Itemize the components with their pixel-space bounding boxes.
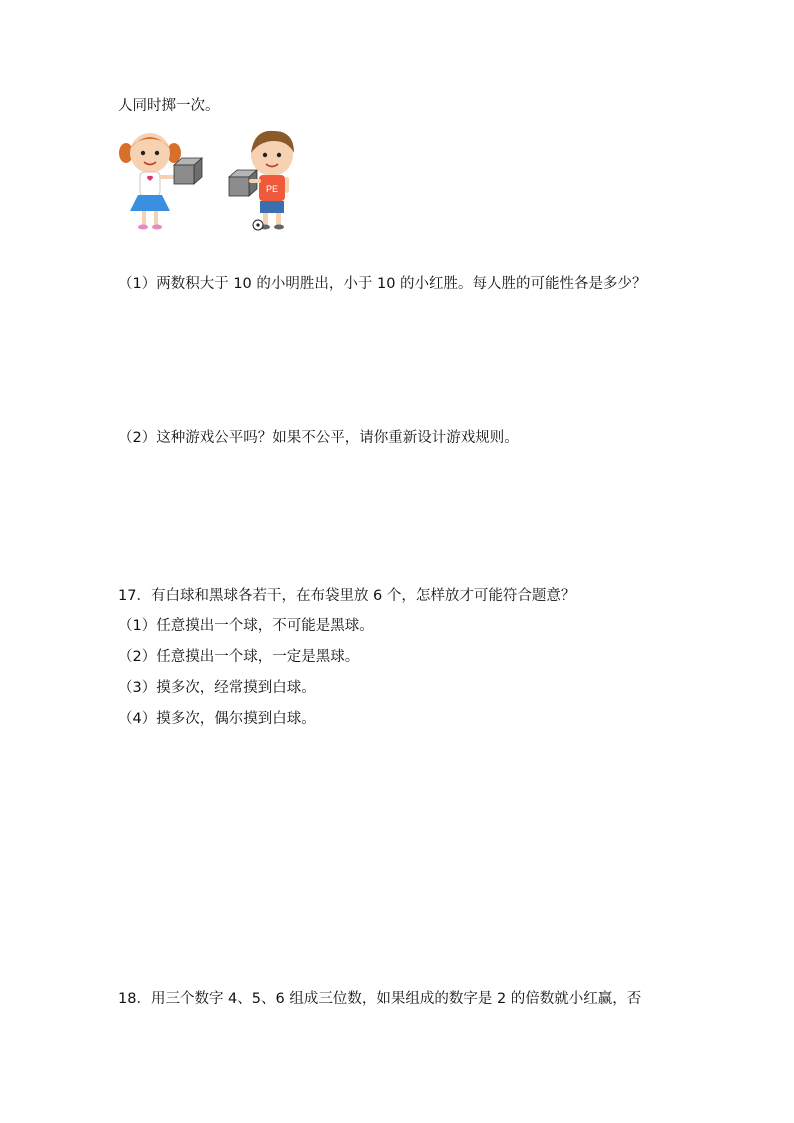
q16-sub1: （1）两数积大于 10 的小明胜出，小于 10 的小红胜。每人胜的可能性各是多少？ <box>118 276 647 292</box>
q17-item-3: （3）摸多次，经常摸到白球。 <box>118 680 316 696</box>
q17-item-4: （4）摸多次，偶尔摸到白球。 <box>118 711 316 727</box>
girl-holding-cube-icon <box>119 133 181 230</box>
boy-holding-cube-icon <box>249 131 294 230</box>
q17-stem: 17．有白球和黑球各若干，在布袋里放 6 个，怎样放才可能符合题意？ <box>118 588 576 604</box>
q18-stem: 18．用三个数字 4、5、6 组成三位数，如果组成的数字是 2 的倍数就小红赢，否 <box>118 991 642 1007</box>
shirt-text: PE <box>265 184 279 194</box>
intro-line: 人同时掷一次。 <box>118 98 220 114</box>
q17-item-2: （2）任意摸出一个球，一定是黑球。 <box>118 649 360 665</box>
q17-item-1: （1）任意摸出一个球，不可能是黑球。 <box>118 618 374 634</box>
girl-cube-icon <box>174 158 202 184</box>
children-dice-illustration <box>112 125 312 235</box>
q16-sub2: （2）这种游戏公平吗？如果不公平，请你重新设计游戏规则。 <box>118 430 519 446</box>
